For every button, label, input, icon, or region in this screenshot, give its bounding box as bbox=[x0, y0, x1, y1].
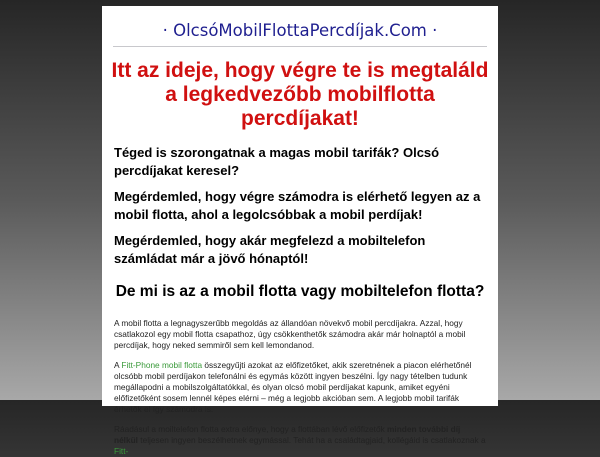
headline: Itt az ideje, hogy végre te is megtaláld a legkedvezőbb mobilflotta percdíjakat! bbox=[111, 59, 489, 130]
text: összegyűjti azokat az előfizetőket, akik szeretnének a piacon elérhetőnél olcsóbb mobil perdíjakon telefonálni és egymás között ingyen beszélni. Így nagy tételben tudunk megállapodni a mobilszolgáltatókkal, és olyan olcsó mobil perdíjakat kapunk, amiket egyéni előfizetőként sosem lennél képes elérni – még a legjobb akcióban sem. A legjobb mobil tarifák érhetők el így számodra is. bbox=[114, 360, 472, 414]
text: Ráadásul a moiltelefon flotta extra előnye, hogy a flottában lévő előfizetők bbox=[114, 424, 388, 434]
body-paragraph: A mobil flotta a legnagyszerűbb megoldás az állandóan növekvő mobil percdíjakra. Azzal, hogy csatlakozol egy mobil flotta csapathoz, úgy csökkenthetők számodra akár már holnaptól a mobil percdíjak, hogy neked semmiről sem kell lemondanod. bbox=[114, 318, 466, 350]
body-paragraph bbox=[114, 360, 486, 415]
text: teljesen ingyen beszélhetnek egymással. Tehát ha a családtagjaid, kollégáid is csatlakoznak a bbox=[137, 435, 486, 445]
page-content bbox=[102, 6, 498, 456]
text: A bbox=[114, 360, 122, 370]
fitt-link[interactable]: Fitt- bbox=[114, 446, 129, 456]
section-heading: De mi is az a mobil flotta vagy mobiltelefon flotta? bbox=[115, 283, 485, 300]
bold-text: minden további díj nélkül bbox=[114, 424, 461, 445]
lead-paragraph: Megérdemled, hogy végre számodra is elérhető legyen az a mobil flotta, ahol a legolcsóbbak a mobil perdíjak! bbox=[114, 189, 481, 222]
body-paragraph bbox=[114, 424, 486, 457]
divider bbox=[113, 46, 487, 47]
fitt-phone-link[interactable]: Fitt-Phone mobil flotta bbox=[121, 360, 203, 370]
site-title[interactable]: · OlcsóMobilFlottaPercdíjak.Com · bbox=[162, 21, 438, 40]
lead-paragraph: Téged is szorongatnak a magas mobil tarifák? Olcsó percdíjakat keresel? bbox=[114, 145, 440, 178]
lead-paragraph: Megérdemled, hogy akár megfelezd a mobiltelefon számládat már a jövő hónaptól! bbox=[114, 233, 426, 266]
